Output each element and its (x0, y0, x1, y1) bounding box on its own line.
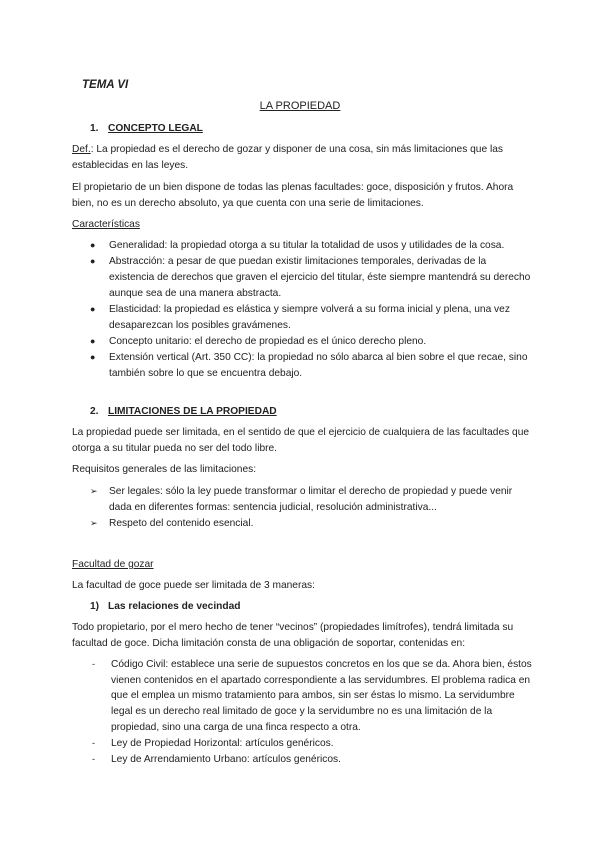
vecindad-paragraph-line-2: facultad de goce. Dicha limitación consta de una obligación de soportar, contenidas en: (72, 638, 466, 649)
caracteristica-text: Abstracción: a pesar de que puedan existir limitaciones temporales, derivadas de la (109, 256, 487, 268)
facultad-heading: Facultad de gozar (72, 559, 154, 570)
caracteristica-text: Extensión vertical (Art. 350 CC): la propiedad no sólo abarca al bien sobre el que recae, sino (109, 352, 528, 364)
normativa-text: propiedad, sino una carga de una finca respecto a otra. (111, 721, 361, 733)
tema-label: TEMA VI (82, 79, 129, 91)
normativa-text: vienen contenidos en el apartado correspondiente a las servidumbres. El problema radica en (111, 674, 531, 686)
requisito-text: Ser legales: sólo la ley puede transformar o limitar el derecho de propiedad y puede venir (109, 486, 513, 497)
subsection-title: Las relaciones de vecindad (108, 601, 241, 612)
requisito-marker: ➢ (90, 486, 98, 496)
normativa-text: legal es un derecho real limitado de goce y la servidumbre no es una limitación de la (111, 706, 493, 718)
facultad-intro: La facultad de goce puede ser limitada de 3 maneras: (72, 580, 315, 591)
caracteristica-marker: ● (90, 336, 96, 346)
caracteristica-text: Concepto unitario: el derecho de propiedad es el único derecho pleno. (109, 336, 427, 347)
caracteristica-text: Elasticidad: la propiedad es elástica y siempre volverá a su forma inicial y plena, una vez (109, 304, 510, 315)
caracteristica-marker: ● (90, 352, 96, 363)
paragraph-line-1: El propietario de un bien dispone de todas las plenas facultades: goce, disposición y frutos. Ahora (72, 182, 514, 193)
caracteristicas-heading: Características (72, 219, 140, 230)
section2-title: LIMITACIONES DE LA PROPIEDAD (108, 406, 277, 417)
requisito-marker: ➢ (90, 518, 98, 529)
caracteristica-text: existencia de derechos que graven el ejercicio del titular, éste siempre mantendrá su derecho (109, 271, 531, 283)
section2-paragraph-line-1: La propiedad puede ser limitada, en el sentido de que el ejercicio de cualquiera de las facultades que (72, 427, 530, 438)
def-text: : La propiedad es el derecho de gozar y disponer de una cosa, sin más limitaciones que las (90, 144, 503, 155)
normativa-text: Ley de Arrendamiento Urbano: artículos genéricos. (111, 754, 341, 766)
section1-heading (90, 121, 203, 137)
page-title: LA PROPIEDAD (259, 100, 341, 112)
definition-line-1 (72, 142, 503, 158)
section1-title: CONCEPTO LEGAL (108, 123, 203, 134)
subsection-heading (90, 599, 241, 615)
caracteristica-marker: ● (90, 256, 96, 267)
section2-paragraph-line-2: otorga a su titular pueda no ser del todo libre. (72, 443, 278, 454)
caracteristica-text: desaparezcan los posibles gravámenes. (109, 319, 291, 331)
caracteristica-marker: ● (90, 304, 96, 314)
caracteristica-text: aunque sea de una manera abstracta. (109, 287, 282, 299)
paragraph-line-2: bien, no es un derecho absoluto, ya que cuenta con una serie de limitaciones. (72, 198, 424, 209)
requisitos-label: Requisitos generales de las limitaciones: (72, 464, 257, 475)
definition-line-2: establecidas en las leyes. (72, 160, 189, 171)
subsection-number: 1) (90, 601, 100, 612)
normativa-marker: - (92, 738, 95, 749)
requisito-text: dada en diferentes formas: sentencia judicial, resolución administrativa... (109, 501, 437, 513)
caracteristica-marker: ● (90, 240, 96, 250)
normativa-text: Código Civil: establece una serie de supuestos concretos en los que se da. Ahora bien, éstos (111, 659, 532, 670)
normativa-text: Ley de Propiedad Horizontal: artículos genéricos. (111, 738, 334, 750)
normativa-marker: - (92, 659, 95, 669)
section2-heading (90, 404, 277, 420)
normativa-text: que el emplea un mismo tratamiento para ambos, sin ser éstas lo mismo. La servidumbre (111, 690, 515, 702)
section2-number: 2. (90, 406, 99, 417)
requisito-text: Respeto del contenido esencial. (109, 518, 254, 530)
def-label: Def. (72, 144, 91, 155)
normativa-marker: - (92, 754, 95, 765)
caracteristica-text: también sobre lo que se encuentra debajo. (109, 367, 303, 379)
vecindad-paragraph-line-1: Todo propietario, por el mero hecho de tener “vecinos” (propiedades limítrofes), tendrá limitada su (72, 622, 514, 633)
section1-number: 1. (90, 123, 99, 134)
caracteristica-text: Generalidad: la propiedad otorga a su titular la totalidad de usos y utilidades de la cosa. (109, 240, 505, 251)
